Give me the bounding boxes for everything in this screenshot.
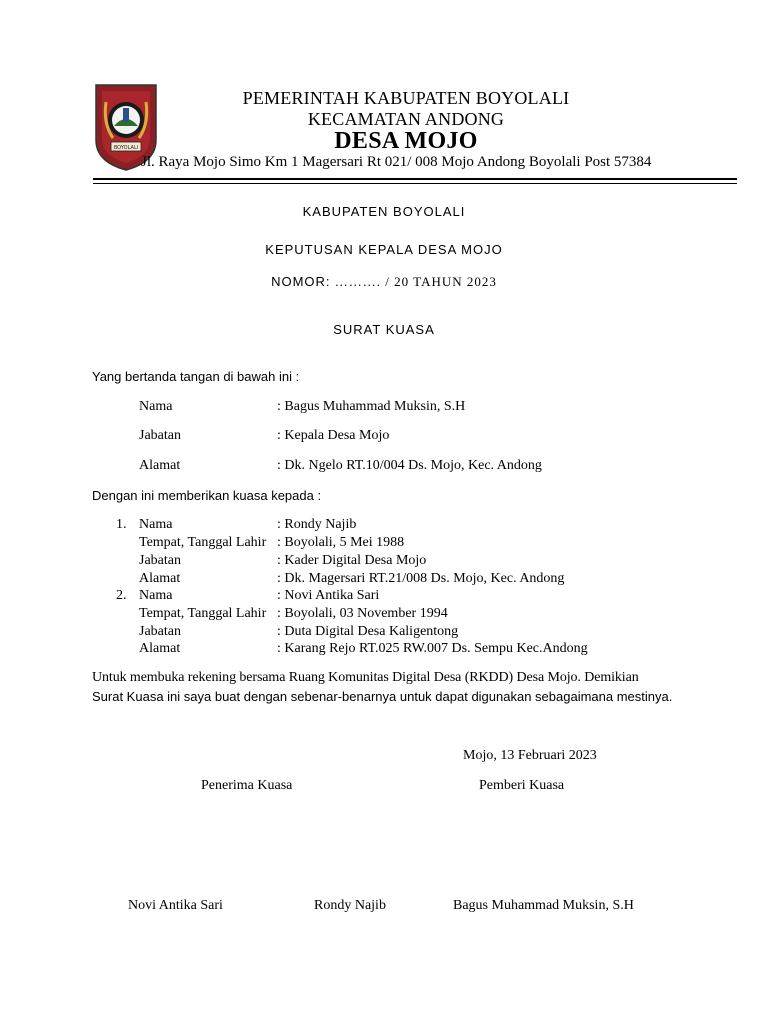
grantor-address-value: : Dk. Ngelo RT.10/004 Ds. Mojo, Kec. Andong: [277, 458, 542, 473]
title-decree: KEPUTUSAN KEPALA DESA MOJO: [265, 242, 503, 257]
grantor-address-label: Alamat: [139, 458, 181, 473]
signatory-2-name: Rondy Najib: [314, 898, 386, 913]
grantor-name-value: : Bagus Muhammad Muksin, S.H: [277, 399, 466, 414]
grant-intro-text: Dengan ini memberikan kuasa kepada :: [92, 488, 322, 503]
grantee-2-name-label: Nama: [139, 588, 173, 603]
letterhead-address: Jl. Raya Mojo Simo Km 1 Magersari Rt 021/ 008 Mojo Andong Boyolali Post 57384: [141, 154, 652, 170]
grantee-2-name-value: : Novi Antika Sari: [277, 588, 380, 603]
title-number: [0, 274, 768, 290]
letterhead-rule-thick: [93, 178, 737, 180]
logo-ribbon-text: BOYOLALI: [113, 145, 139, 151]
grantee-2-position-label: Jabatan: [139, 624, 181, 639]
purpose-line-2: Surat Kuasa ini saya buat dengan sebenar-benarnya untuk dapat digunakan sebagaimana mestinya.: [92, 689, 673, 704]
grantor-position-value: : Kepala Desa Mojo: [277, 428, 390, 443]
grantee-1-birth-value: : Boyolali, 5 Mei 1988: [277, 535, 405, 550]
grantee-1-birth-label: Tempat, Tanggal Lahir: [139, 535, 267, 550]
letterhead-rule-thin: [93, 183, 737, 184]
grantee-1-address-label: Alamat: [139, 571, 181, 586]
letterhead-government: PEMERINTAH KABUPATEN BOYOLALI: [242, 88, 570, 108]
title-number-body: ………. / 20 TAHUN 2023: [334, 274, 497, 289]
letterhead-village: DESA MOJO: [334, 128, 478, 154]
grantee-1-position-label: Jabatan: [139, 553, 181, 568]
signatory-1-name: Novi Antika Sari: [128, 898, 223, 913]
title-doc-type: SURAT KUASA: [333, 322, 435, 337]
grantor-name-label: Nama: [139, 399, 173, 414]
grantor-position-label: Jabatan: [139, 428, 181, 443]
receiver-label: Penerima Kuasa: [201, 778, 293, 793]
signatory-3-name: Bagus Muhammad Muksin, S.H: [453, 898, 634, 913]
grantee-1-name-label: Nama: [139, 517, 173, 532]
purpose-line-1: Untuk membuka rekening bersama Ruang Komunitas Digital Desa (RKDD) Desa Mojo. Demikian: [92, 670, 639, 685]
letterhead-district: KECAMATAN ANDONG: [307, 109, 505, 129]
title-number-prefix: NOMOR:: [271, 274, 331, 289]
grantee-2-birth-value: : Boyolali, 03 November 1994: [277, 606, 448, 621]
grantee-1-name-value: : Rondy Najib: [277, 517, 357, 532]
grantee-1-address-value: : Dk. Magersari RT.21/008 Ds. Mojo, Kec. Andong: [277, 571, 565, 586]
signing-place-date: Mojo, 13 Februari 2023: [463, 748, 597, 763]
intro-text: Yang bertanda tangan di bawah ini :: [92, 369, 300, 384]
grantee-2-address-label: Alamat: [139, 641, 181, 656]
grantee-2-birth-label: Tempat, Tanggal Lahir: [139, 606, 267, 621]
giver-label: Pemberi Kuasa: [479, 778, 565, 793]
title-regency: KABUPATEN BOYOLALI: [302, 204, 466, 219]
grantee-1-position-value: : Kader Digital Desa Mojo: [277, 553, 427, 568]
grantee-1-number: 1.: [116, 517, 127, 532]
grantee-2-number: 2.: [116, 588, 127, 603]
grantee-2-address-value: : Karang Rejo RT.025 RW.007 Ds. Sempu Kec.Andong: [277, 641, 588, 656]
grantee-2-position-value: : Duta Digital Desa Kaligentong: [277, 624, 459, 639]
